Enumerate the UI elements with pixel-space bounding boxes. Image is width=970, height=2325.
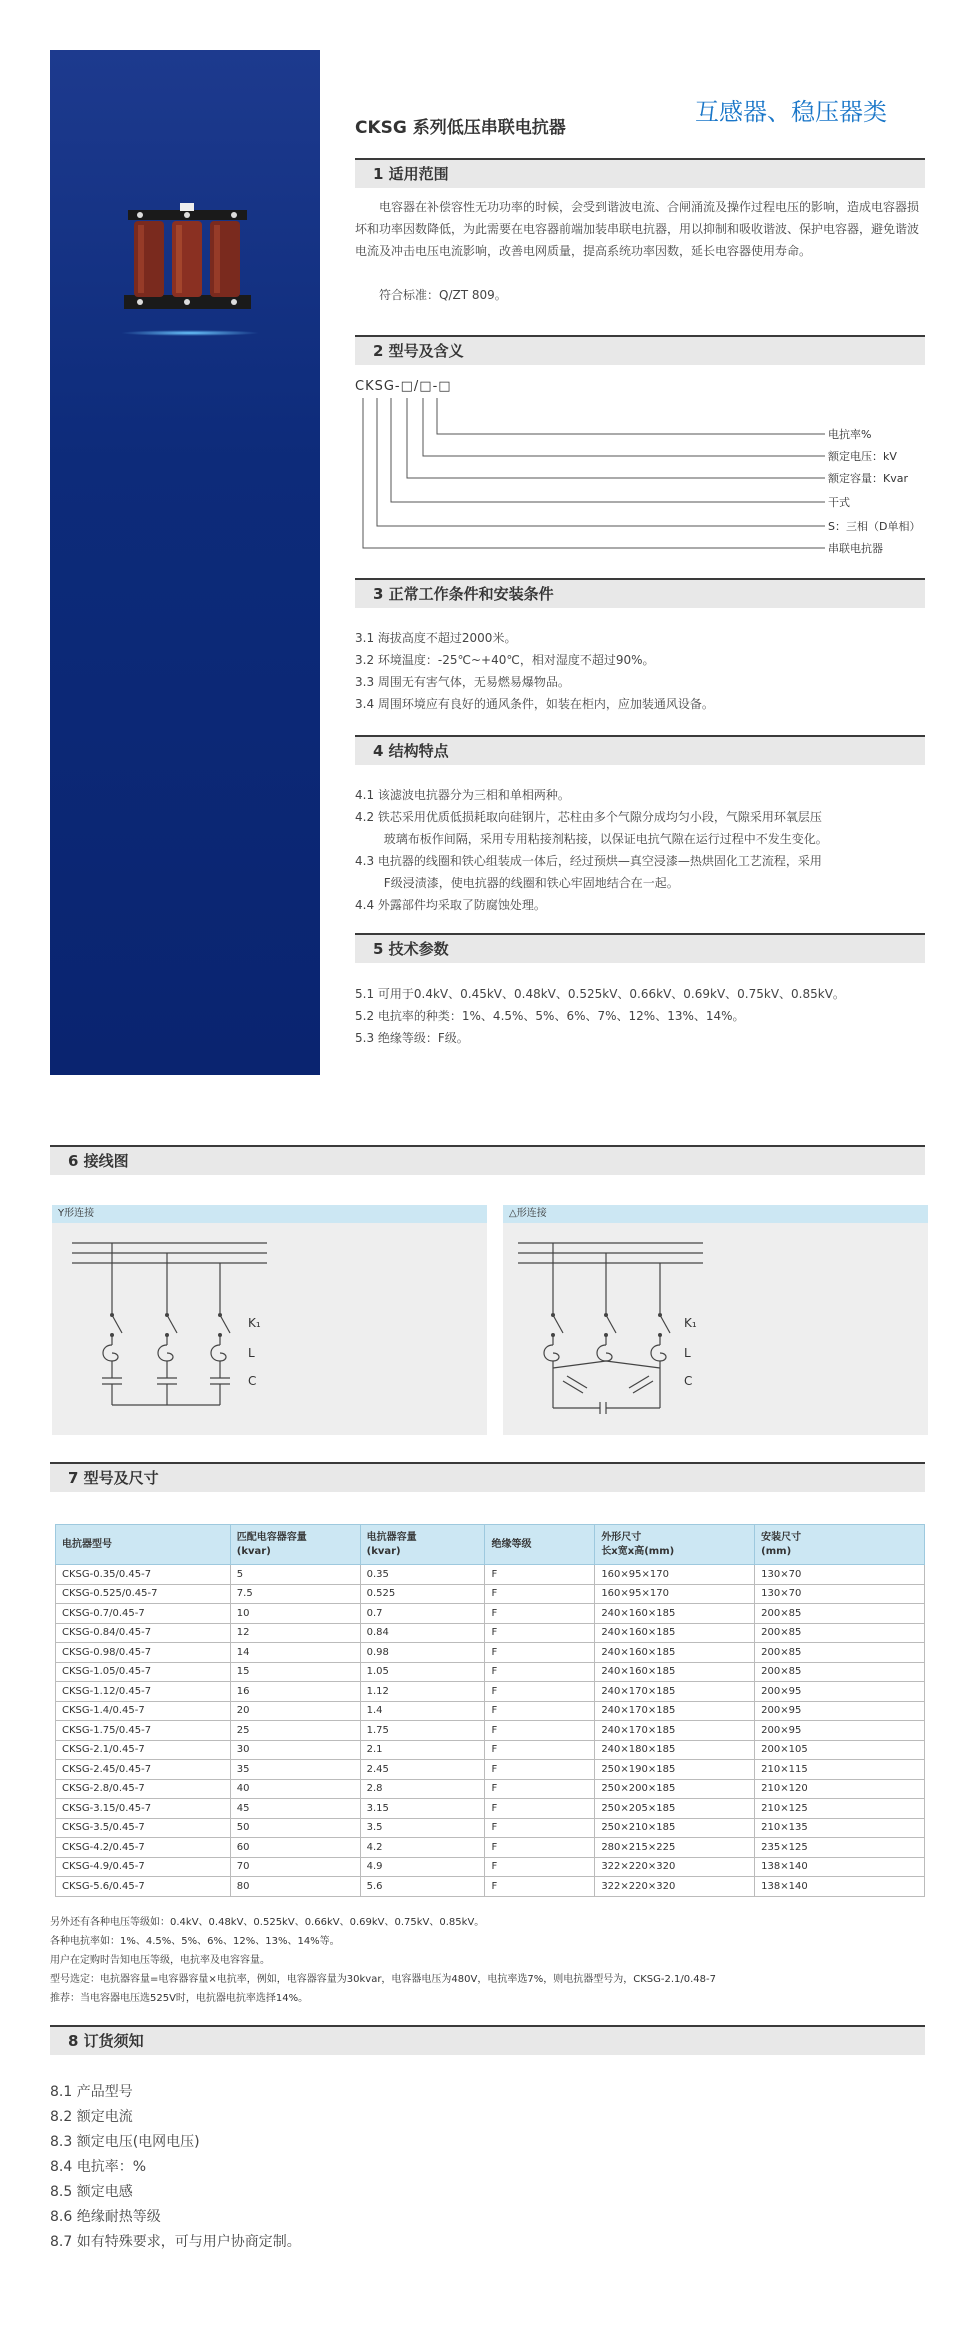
model-label-series: 串联电抗器 xyxy=(828,542,883,555)
category-title: 互感器、稳压器类 xyxy=(695,98,887,126)
wiring-y-l-label: L xyxy=(248,1346,255,1360)
table-cell: 138×140 xyxy=(755,1877,925,1897)
list-item: 8.7 如有特殊要求，可与用户协商定制。 xyxy=(50,2234,301,2250)
table-cell: 50 xyxy=(230,1818,360,1838)
note-line: 型号选定：电抗器容量=电容器容量×电抗率，例如，电容器容量为30kvar，电容器电压为480V，电抗率选7%，则电抗器型号为，CKSG-2.1/0.48-7 xyxy=(50,1974,716,1985)
list-item: 5.3 绝缘等级：F级。 xyxy=(355,1031,469,1045)
table-cell: 1.12 xyxy=(360,1682,485,1702)
model-label-reactance: 电抗率% xyxy=(828,428,872,441)
table-cell: CKSG-5.6/0.45-7 xyxy=(56,1877,231,1897)
table-row xyxy=(56,1838,925,1858)
model-label-voltage: 额定电压：kV xyxy=(828,450,897,463)
table-cell: F xyxy=(485,1623,595,1643)
col-reactor-capacity: 电抗器容量 (kvar) xyxy=(360,1525,485,1565)
table-cell: 240×170×185 xyxy=(595,1682,755,1702)
wiring-delta-c-label: C xyxy=(684,1374,693,1388)
col-model: 电抗器型号 xyxy=(56,1525,231,1565)
section-1-standard: 符合标准：Q/ZT 809。 xyxy=(379,288,507,302)
table-cell: F xyxy=(485,1760,595,1780)
table-cell: 35 xyxy=(230,1760,360,1780)
table-cell: 60 xyxy=(230,1838,360,1858)
table-row xyxy=(56,1682,925,1702)
table-cell: 5 xyxy=(230,1565,360,1585)
model-code-diagram xyxy=(355,396,825,560)
table-cell: 322×220×320 xyxy=(595,1857,755,1877)
table-cell: F xyxy=(485,1740,595,1760)
table-cell: 210×125 xyxy=(755,1799,925,1819)
table-cell: 240×160×185 xyxy=(595,1643,755,1663)
table-cell: CKSG-2.1/0.45-7 xyxy=(56,1740,231,1760)
list-item: 8.6 绝缘耐热等级 xyxy=(50,2209,161,2225)
list-item: 3.3 周围无有害气体，无易燃易爆物品。 xyxy=(355,675,570,689)
wiring-y-label: Y形连接 xyxy=(52,1205,487,1223)
table-cell: 80 xyxy=(230,1877,360,1897)
table-cell: 30 xyxy=(230,1740,360,1760)
wiring-y-diagram xyxy=(52,1223,487,1435)
table-cell: 280×215×225 xyxy=(595,1838,755,1858)
table-cell: 240×160×185 xyxy=(595,1604,755,1624)
table-cell: 7.5 xyxy=(230,1584,360,1604)
table-cell: CKSG-4.2/0.45-7 xyxy=(56,1838,231,1858)
wiring-delta-panel xyxy=(503,1205,928,1435)
table-cell: CKSG-1.12/0.45-7 xyxy=(56,1682,231,1702)
table-cell: 138×140 xyxy=(755,1857,925,1877)
table-cell: F xyxy=(485,1799,595,1819)
list-item: 8.4 电抗率：% xyxy=(50,2159,147,2175)
table-cell: CKSG-1.4/0.45-7 xyxy=(56,1701,231,1721)
table-cell: F xyxy=(485,1721,595,1741)
order-list xyxy=(50,2080,920,2255)
note-line: 用户在定购时告知电压等级，电抗率及电容容量。 xyxy=(50,1955,270,1966)
col-mounting: 安装尺寸 (mm) xyxy=(755,1525,925,1565)
table-cell: CKSG-0.525/0.45-7 xyxy=(56,1584,231,1604)
list-item: 4.3 电抗器的线圈和铁心组装成一体后，经过预烘—真空浸漆—热烘固化工艺流程，采用 xyxy=(355,854,822,868)
table-cell: F xyxy=(485,1662,595,1682)
table-cell: CKSG-2.8/0.45-7 xyxy=(56,1779,231,1799)
table-cell: F xyxy=(485,1779,595,1799)
table-cell: 200×95 xyxy=(755,1721,925,1741)
list-item: 3.1 海拔高度不超过2000米。 xyxy=(355,631,517,645)
table-cell: 0.98 xyxy=(360,1643,485,1663)
spec-notes xyxy=(50,1913,930,2008)
section-5-list xyxy=(355,983,925,1049)
table-cell: 240×180×185 xyxy=(595,1740,755,1760)
wiring-y-k-label: K₁ xyxy=(248,1316,261,1330)
page-title: CKSG 系列低压串联电抗器 xyxy=(355,118,566,138)
table-cell: CKSG-0.84/0.45-7 xyxy=(56,1623,231,1643)
table-row xyxy=(56,1760,925,1780)
table-cell: 200×105 xyxy=(755,1740,925,1760)
table-row xyxy=(56,1584,925,1604)
table-cell: 240×170×185 xyxy=(595,1721,755,1741)
wiring-delta-label: △形连接 xyxy=(503,1205,928,1223)
table-row xyxy=(56,1818,925,1838)
product-glow xyxy=(120,330,260,336)
table-row xyxy=(56,1604,925,1624)
wiring-delta-l-label: L xyxy=(684,1346,691,1360)
spec-table-wrap xyxy=(55,1524,925,1897)
table-cell: F xyxy=(485,1643,595,1663)
section-7-heading: 7 型号及尺寸 xyxy=(50,1462,925,1492)
table-cell: CKSG-0.35/0.45-7 xyxy=(56,1565,231,1585)
table-row xyxy=(56,1857,925,1877)
note-line: 推荐：当电容器电压选525V时，电抗器电抗率选择14%。 xyxy=(50,1993,309,2004)
table-cell: 2.8 xyxy=(360,1779,485,1799)
wiring-y-panel xyxy=(52,1205,487,1435)
table-cell: 20 xyxy=(230,1701,360,1721)
wiring-y-c-label: C xyxy=(248,1374,257,1388)
table-cell: F xyxy=(485,1682,595,1702)
table-cell: 1.05 xyxy=(360,1662,485,1682)
table-cell: 2.45 xyxy=(360,1760,485,1780)
table-row xyxy=(56,1565,925,1585)
table-cell: 322×220×320 xyxy=(595,1877,755,1897)
table-cell: 200×95 xyxy=(755,1701,925,1721)
table-cell: CKSG-0.98/0.45-7 xyxy=(56,1643,231,1663)
table-cell: 200×85 xyxy=(755,1643,925,1663)
list-item: 8.3 额定电压(电网电压) xyxy=(50,2134,200,2150)
table-cell: 3.5 xyxy=(360,1818,485,1838)
table-cell: 235×125 xyxy=(755,1838,925,1858)
table-row xyxy=(56,1643,925,1663)
list-item: 4.2 铁芯采用优质低损耗取向硅钢片，芯柱由多个气隙分成均匀小段，气隙采用环氧层压 xyxy=(355,810,822,824)
table-cell: 5.6 xyxy=(360,1877,485,1897)
section-2-heading: 2 型号及含义 xyxy=(355,335,925,365)
table-cell: F xyxy=(485,1857,595,1877)
table-row xyxy=(56,1701,925,1721)
table-cell: F xyxy=(485,1604,595,1624)
table-cell: 12 xyxy=(230,1623,360,1643)
col-cap-capacity: 匹配电容器容量 (kvar) xyxy=(230,1525,360,1565)
list-item: 玻璃布板作间隔，采用专用粘接剂粘接，以保证电抗气隙在运行过程中不发生变化。 xyxy=(383,832,828,846)
table-cell: 4.9 xyxy=(360,1857,485,1877)
table-cell: 0.35 xyxy=(360,1565,485,1585)
table-cell: F xyxy=(485,1565,595,1585)
note-line: 另外还有各种电压等级如：0.4kV、0.48kV、0.525kV、0.66kV、0.69kV、0.75kV、0.85kV。 xyxy=(50,1917,485,1928)
table-cell: 210×120 xyxy=(755,1779,925,1799)
table-cell: CKSG-2.45/0.45-7 xyxy=(56,1760,231,1780)
table-row xyxy=(56,1740,925,1760)
wiring-delta-diagram xyxy=(503,1223,928,1435)
table-cell: CKSG-1.75/0.45-7 xyxy=(56,1721,231,1741)
list-item: 5.1 可用于0.4kV、0.45kV、0.48kV、0.525kV、0.66kV、0.69kV、0.75kV、0.85kV。 xyxy=(355,987,845,1001)
table-cell: 210×135 xyxy=(755,1818,925,1838)
table-cell: 160×95×170 xyxy=(595,1565,755,1585)
table-cell: 200×95 xyxy=(755,1682,925,1702)
table-row xyxy=(56,1662,925,1682)
table-cell: 25 xyxy=(230,1721,360,1741)
table-cell: 210×115 xyxy=(755,1760,925,1780)
table-cell: 1.75 xyxy=(360,1721,485,1741)
wiring-delta-k-label: K₁ xyxy=(684,1316,697,1330)
table-cell: 200×85 xyxy=(755,1662,925,1682)
list-item: 5.2 电抗率的种类：1%、4.5%、5%、6%、7%、12%、13%、14%。 xyxy=(355,1009,745,1023)
table-cell: 250×190×185 xyxy=(595,1760,755,1780)
table-cell: 130×70 xyxy=(755,1584,925,1604)
table-cell: F xyxy=(485,1584,595,1604)
table-cell: F xyxy=(485,1701,595,1721)
table-cell: 45 xyxy=(230,1799,360,1819)
table-cell: 3.15 xyxy=(360,1799,485,1819)
section-4-heading: 4 结构特点 xyxy=(355,735,925,765)
list-item: 8.1 产品型号 xyxy=(50,2084,133,2100)
table-row xyxy=(56,1623,925,1643)
spec-table xyxy=(55,1524,925,1897)
table-cell: 240×160×185 xyxy=(595,1623,755,1643)
list-item: 3.2 环境温度：-25℃~+40℃，相对湿度不超过90%。 xyxy=(355,653,655,667)
list-item: F级浸渍漆，使电抗器的线圈和铁心牢固地结合在一起。 xyxy=(383,876,679,890)
table-cell: 240×160×185 xyxy=(595,1662,755,1682)
col-dimensions: 外形尺寸 长x宽x高(mm) xyxy=(595,1525,755,1565)
section-3-list xyxy=(355,627,925,715)
section-4-list xyxy=(355,784,925,916)
model-label-phase: S：三相（D单相） xyxy=(828,520,921,533)
table-cell: 10 xyxy=(230,1604,360,1624)
table-row xyxy=(56,1779,925,1799)
section-8-heading: 8 订货须知 xyxy=(50,2025,925,2055)
model-code: CKSG-□/□-□ xyxy=(355,379,452,394)
table-cell: 2.1 xyxy=(360,1740,485,1760)
table-cell: CKSG-4.9/0.45-7 xyxy=(56,1857,231,1877)
list-item: 8.2 额定电流 xyxy=(50,2109,133,2125)
table-row xyxy=(56,1877,925,1897)
table-cell: 14 xyxy=(230,1643,360,1663)
table-cell: 240×170×185 xyxy=(595,1701,755,1721)
table-cell: 250×210×185 xyxy=(595,1818,755,1838)
table-header-row xyxy=(56,1525,925,1565)
list-item: 4.1 该滤波电抗器分为三相和单相两种。 xyxy=(355,788,570,802)
table-cell: 250×205×185 xyxy=(595,1799,755,1819)
col-insulation: 绝缘等级 xyxy=(485,1525,595,1565)
section-5-heading: 5 技术参数 xyxy=(355,933,925,963)
section-3-heading: 3 正常工作条件和安装条件 xyxy=(355,578,925,608)
note-line: 各种电抗率如：1%、4.5%、5%、6%、12%、13%、14%等。 xyxy=(50,1936,340,1947)
table-cell: CKSG-3.15/0.45-7 xyxy=(56,1799,231,1819)
table-cell: F xyxy=(485,1818,595,1838)
table-row xyxy=(56,1799,925,1819)
table-cell: 200×85 xyxy=(755,1604,925,1624)
table-cell: F xyxy=(485,1838,595,1858)
reactor-product-image xyxy=(120,195,255,330)
list-item: 4.4 外露部件均采取了防腐蚀处理。 xyxy=(355,898,546,912)
model-label-capacity: 额定容量：Kvar xyxy=(828,472,908,485)
table-cell: 70 xyxy=(230,1857,360,1877)
table-cell: CKSG-3.5/0.45-7 xyxy=(56,1818,231,1838)
table-cell: 160×95×170 xyxy=(595,1584,755,1604)
table-cell: 15 xyxy=(230,1662,360,1682)
table-cell: 250×200×185 xyxy=(595,1779,755,1799)
section-6-heading: 6 接线图 xyxy=(50,1145,925,1175)
section-1-paragraph: 电容器在补偿容性无功功率的时候，会受到谐波电流、合闸涌流及操作过程电压的影响，造成电容器损坏和功率因数降低，为此需要在电容器前端加装串联电抗器，用以抑制和吸收谐波、保护电容器，避免谐波电流及冲击电压电流影响，改善电网质量，提高系统功率因数，延长电容器使用寿命。 xyxy=(355,200,920,258)
table-cell: 40 xyxy=(230,1779,360,1799)
table-cell: CKSG-1.05/0.45-7 xyxy=(56,1662,231,1682)
table-cell: 0.84 xyxy=(360,1623,485,1643)
list-item: 3.4 周围环境应有良好的通风条件，如装在柜内，应加装通风设备。 xyxy=(355,697,714,711)
table-cell: 4.2 xyxy=(360,1838,485,1858)
table-cell: 16 xyxy=(230,1682,360,1702)
list-item: 8.5 额定电感 xyxy=(50,2184,133,2200)
table-cell: 0.525 xyxy=(360,1584,485,1604)
table-cell: 130×70 xyxy=(755,1565,925,1585)
table-cell: F xyxy=(485,1877,595,1897)
table-cell: CKSG-0.7/0.45-7 xyxy=(56,1604,231,1624)
table-cell: 0.7 xyxy=(360,1604,485,1624)
table-cell: 1.4 xyxy=(360,1701,485,1721)
table-row xyxy=(56,1721,925,1741)
table-cell: 200×85 xyxy=(755,1623,925,1643)
section-1-heading: 1 适用范围 xyxy=(355,158,925,188)
model-label-dry: 干式 xyxy=(828,496,850,509)
